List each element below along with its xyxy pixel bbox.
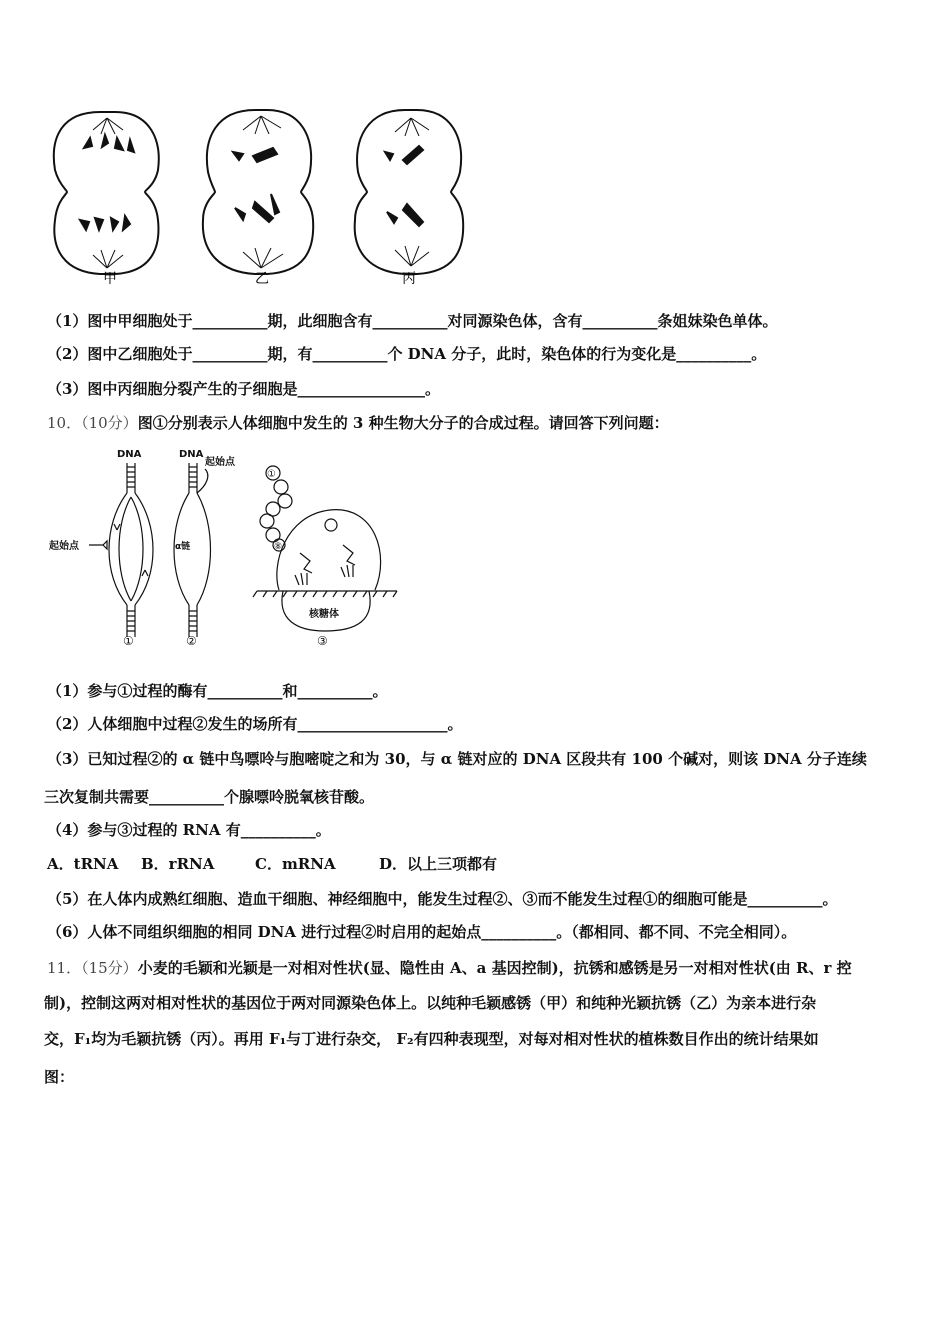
q11-line-2: 制)，控制这两对相对性状的基因位于两对同源染色体上。以纯种毛颖感锈（甲）和纯种光颖抗锈（乙）为亲本进行杂 xyxy=(44,994,817,1012)
q10-stem-line xyxy=(47,412,669,434)
figure1-label-bing: 丙 xyxy=(402,271,416,287)
bead-label-1: ① xyxy=(267,469,276,480)
figure2-num-2: ② xyxy=(186,634,197,648)
option-a: A．tRNA xyxy=(47,855,119,873)
cell-division-figure xyxy=(45,100,475,290)
q11-number: 11．（15分） xyxy=(47,959,138,977)
dna-label-2: DNA xyxy=(179,449,204,460)
dna-label-1: DNA xyxy=(117,449,142,460)
q10-part-3b: 三次复制共需要__________个腺嘌呤脱氧核苷酸。 xyxy=(44,788,375,806)
alpha-chain-label: α链 xyxy=(175,542,191,552)
figure1-label-jia: 甲 xyxy=(103,271,117,287)
q10-part-4: （4）参与③过程的 RNA 有__________。 xyxy=(47,821,331,839)
q11-line-3: 交，F₁均为毛颖抗锈（丙）。再用 F₁与丁进行杂交， F₂有四种表现型，对每对相对性状的植株数目作出的统计结果如 xyxy=(44,1030,819,1048)
synthesis-process-figure xyxy=(45,445,405,650)
q10-part-6: （6）人体不同组织细胞的相同 DNA 进行过程②时启用的起始点__________。（都相同、都不同、不完全相同）。 xyxy=(47,923,797,941)
option-b: B．rRNA xyxy=(141,855,215,873)
q10-stem: 图①分别表示人体细胞中发生的 3 种生物大分子的合成过程。请回答下列问题： xyxy=(137,414,669,432)
cell-bing xyxy=(355,110,464,274)
figure1-label-yi: 乙 xyxy=(255,271,269,287)
q9-part-1: （1）图中甲细胞处于__________期，此细胞含有__________对同源染色体，含有__________条姐妹染色单体。 xyxy=(47,312,778,330)
q9-part-2: （2）图中乙细胞处于__________期，有__________个 DNA 分子，此时，染色体的行为变化是__________。 xyxy=(47,345,767,363)
bead-label-8: ⑧ xyxy=(274,542,283,552)
origin-label-left: 起始点 xyxy=(49,541,79,552)
transcription-diagram xyxy=(174,449,236,648)
q10-number: 10．（10分） xyxy=(47,414,138,432)
q10-options xyxy=(47,853,497,875)
q10-part-5: （5）在人体内成熟红细胞、造血干细胞、神经细胞中，能发生过程②、③而不能发生过程①的细胞可能是__________。 xyxy=(47,890,838,908)
q11-text-1: 小麦的毛颖和光颖是一对相对性状(显、隐性由 A、a 基因控制)，抗锈和感锈是另一对相对性状(由 R、r 控 xyxy=(137,959,852,977)
figure2-num-3: ③ xyxy=(317,634,328,648)
q11-line-1 xyxy=(47,957,852,979)
figure2-num-1: ① xyxy=(123,634,134,648)
replication-diagram xyxy=(49,449,153,648)
q10-part-2: （2）人体细胞中过程②发生的场所有____________________。 xyxy=(47,715,463,733)
q10-part-3a: （3）已知过程②的 α 链中鸟嘌呤与胞嘧啶之和为 30，与 α 链对应的 DNA 区段共有 100 个碱对，则该 DNA 分子连续 xyxy=(47,750,867,768)
option-d: D．以上三项都有 xyxy=(379,855,498,873)
q9-part-3: （3）图中丙细胞分裂产生的子细胞是_________________。 xyxy=(47,380,440,398)
translation-diagram xyxy=(253,466,397,648)
q11-line-4: 图： xyxy=(44,1068,75,1086)
cell-yi xyxy=(203,110,313,274)
ribosome-label: 核糖体 xyxy=(309,609,339,620)
q10-part-1: （1）参与①过程的酶有__________和__________。 xyxy=(47,682,388,700)
origin-label-top: 起始点 xyxy=(205,457,235,468)
option-c: C．mRNA xyxy=(255,855,336,873)
cell-jia xyxy=(54,112,159,274)
